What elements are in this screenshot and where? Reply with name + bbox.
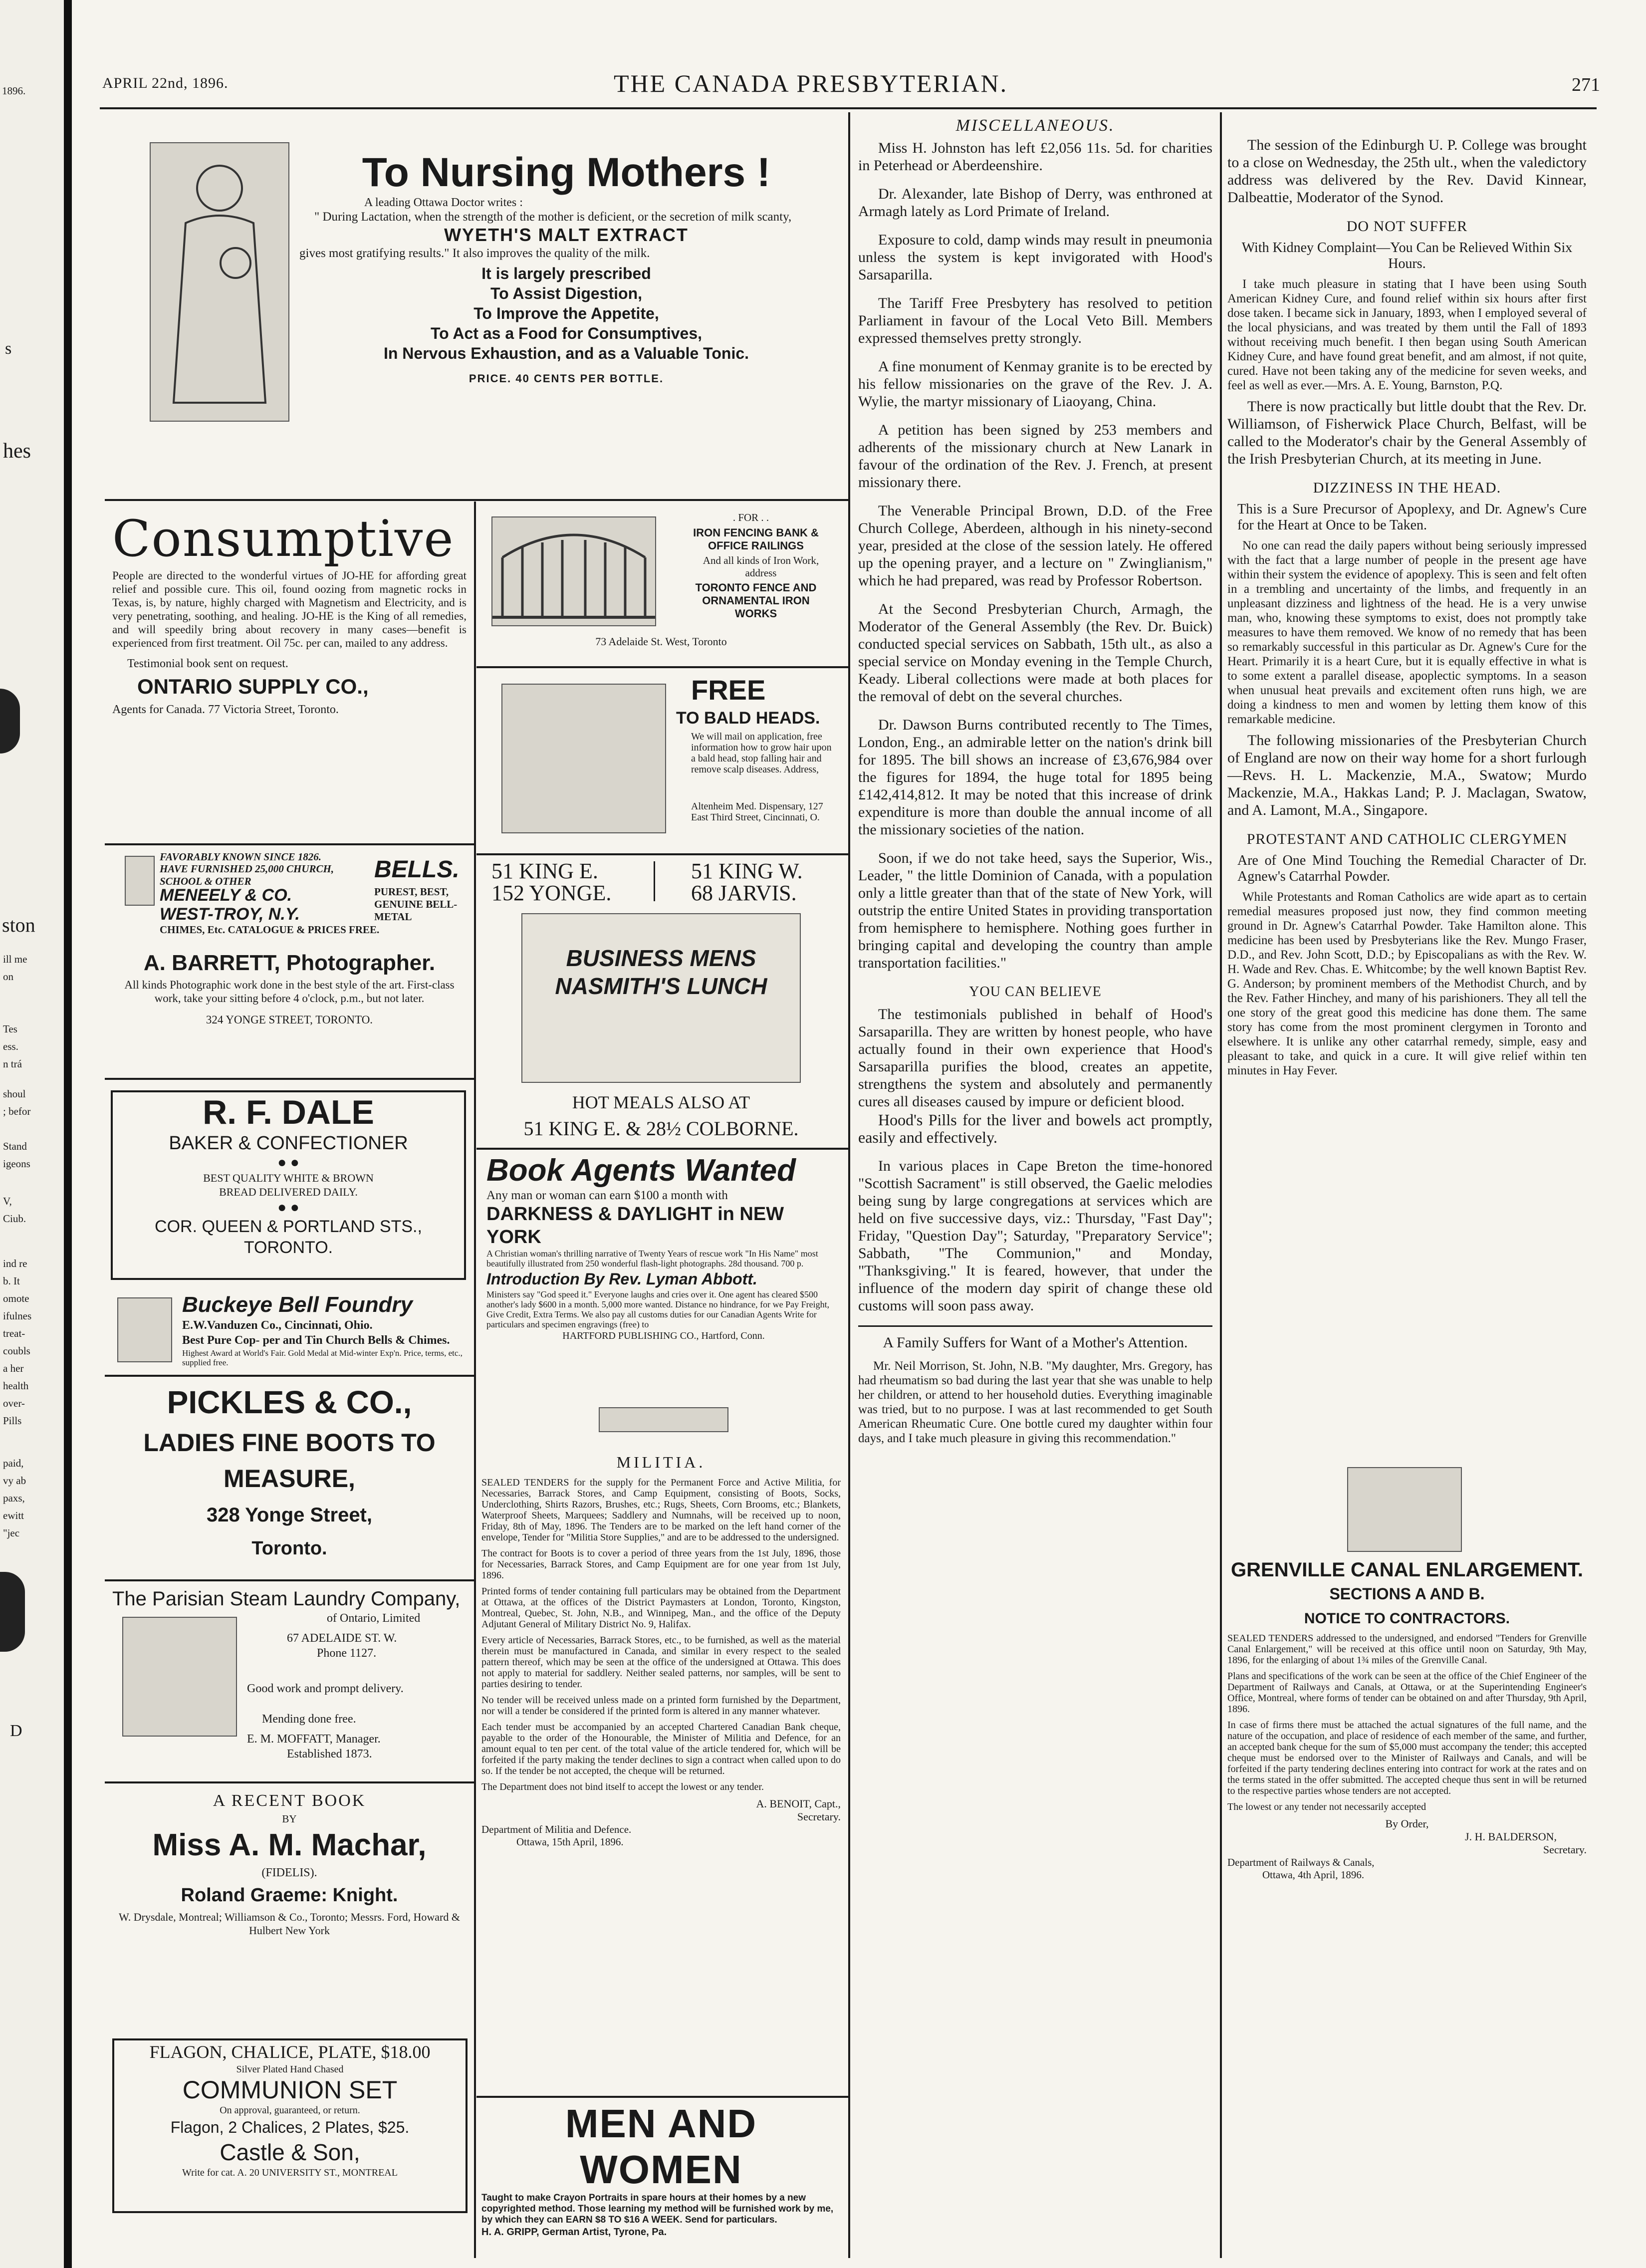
col-rule-1 <box>848 112 850 2258</box>
edge-text-19: treat- <box>3 1327 25 1339</box>
militia-dept: Department of Militia and Defence. <box>481 1823 632 1835</box>
header-rule <box>100 107 1597 109</box>
nasmith-hot: HOT MEALS ALSO AT <box>572 1092 750 1112</box>
menwomen-body: Taught to make Crayon Portraits in spare hours at their homes by a new copyrighted method. Those learning my method will be furnished work by me, by which they can EARN $8 TO $16 A WEEK. Send for particulars. <box>481 2193 834 2225</box>
buckeye-l2: Best Pure Cop- per and Tin Church Bells & Chimes. <box>182 1334 450 1347</box>
book-by: BY <box>282 1813 297 1825</box>
grenville-dept: Department of Railways & Canals, <box>1227 1856 1375 1868</box>
flagon-l3: COMMUNION SET <box>182 2076 398 2104</box>
bald-to: TO BALD HEADS. <box>676 709 820 728</box>
misc-para-6: A petition has been signed by 253 members and adherents of the missionary church at New Lanark in favour of the ordination of the Rev. J. French, at present missionary there. <box>858 422 1212 491</box>
agents-l2: DARKNESS & DAYLIGHT in NEW YORK <box>486 1204 784 1248</box>
rule-c2-4 <box>476 2096 848 2098</box>
rule-c2-1 <box>476 666 848 668</box>
fence-l1: IRON FENCING BANK & OFFICE RAILINGS <box>693 526 819 552</box>
barrett-body: All kinds Photographic work done in the best style of the art. First-class work, take your sitting before 4 o'clock, p.m., but not later. <box>124 979 455 1005</box>
dale-dots-2: ● ● <box>277 1199 299 1216</box>
grenville-date: Ottawa, 4th April, 1896. <box>1262 1869 1365 1881</box>
rule-c1-4 <box>105 1579 474 1581</box>
family-heading: A Family Suffers for Want of a Mother's Attention. <box>883 1334 1188 1351</box>
nursing-gives: gives most gratifying results." It also improves the quality of the milk. <box>299 247 650 260</box>
buckeye-bell <box>117 1297 172 1362</box>
dale-ad <box>111 1090 466 1280</box>
misc-para-1: Miss H. Johnston has left £2,056 11s. 5d. for charities in Peterhead or Aberdeenshire. <box>858 140 1212 174</box>
nursing-l3: To Improve the Appetite, <box>473 304 659 322</box>
agents-l6: HARTFORD PUBLISHING CO., Hartford, Conn. <box>562 1330 765 1341</box>
edge-text-11: Stand <box>3 1140 27 1152</box>
col-rule-2 <box>1220 112 1222 2258</box>
bell-illustration <box>125 856 155 906</box>
coat-of-arms <box>1347 1467 1462 1552</box>
dale-corner: COR. QUEEN & PORTLAND STS., <box>155 1217 422 1236</box>
gate-illustration <box>491 516 656 626</box>
edge-text-18: ifulnes <box>3 1310 32 1322</box>
col5-para-2: There is now practically but little doubt that the Rev. Dr. Williamson, of Fisherwick Place Church, Belfast, will be called to the Moderator's chair by the General Assembly of the Irish Presbyterian Church, at its meeting in June. <box>1227 398 1587 467</box>
edge-text-28: ewitt <box>3 1510 24 1521</box>
grenville-notice <box>1227 1557 1587 2211</box>
pickles-line: LADIES FINE BOOTS TO MEASURE, <box>143 1429 436 1493</box>
agents-title: Book Agents Wanted <box>486 1153 796 1188</box>
laundry-addr: 67 ADELAIDE ST. W. <box>287 1632 397 1645</box>
header-title: THE CANADA PRESBYTERIAN. <box>614 69 1008 97</box>
agents-l3: A Christian woman's thrilling narrative of Twenty Years of rescue work "In His Name" most beautifully illustrated from 250 wonderful flash-light photographs. 28d thousand. 700 p. <box>486 1249 818 1268</box>
flagon-l7: Write for cat. A. 20 UNIVERSITY ST., MONTREAL <box>182 2167 398 2178</box>
pickles-name: PICKLES & CO., <box>167 1384 412 1420</box>
edge-text-20: coubls <box>3 1345 30 1357</box>
flagon-l4: On approval, guaranteed, or return. <box>220 2105 360 2116</box>
edge-text-9: shoul <box>3 1088 26 1100</box>
nasmith-l2: 152 YONGE. <box>491 881 612 905</box>
bald-ad <box>481 674 841 838</box>
nursing-l1: It is largely prescribed <box>481 264 651 282</box>
laundry-ad <box>112 1587 467 1796</box>
ycb-heading: YOU CAN BELIEVE <box>969 984 1102 1000</box>
flagon-ad <box>112 2038 468 2213</box>
bells-l2: HAVE FURNISHED 25,000 CHURCH, SCHOOL & OTHER <box>160 863 334 887</box>
fence-ad <box>481 506 841 656</box>
buckeye-l3: Highest Award at World's Fair. Gold Medal at Mid-winter Exp'n. Price, terms, etc., supplied free. <box>182 1348 463 1367</box>
header-page: 271 <box>1572 74 1600 95</box>
flagon-l5: Flagon, 2 Chalices, 2 Plates, $25. <box>170 2118 410 2136</box>
dale-name: R. F. DALE <box>203 1093 374 1131</box>
laundry-est: Established 1873. <box>287 1748 372 1761</box>
barrett-ad <box>112 948 467 1063</box>
laundry-illustration <box>122 1617 237 1737</box>
edge-text-8: n trá <box>3 1058 22 1070</box>
misc-para-8: At the Second Presbyterian Church, Armagh, the Moderator of the General Assembly (the Rev. Dr. Buick) conducted special services on Sabbath, 15th ult., as also a special service on Monday evening in the Temple Church, Keady. Liberal collections were made at both places for the removal of debt on the several churches. <box>858 601 1212 705</box>
edge-text-30: D <box>10 1722 22 1740</box>
nursing-quote: " During Lactation, when the strength of the mother is deficient, or the secretion of milk scanty, <box>314 210 792 224</box>
nasmith-l1: 51 KING E. <box>491 859 598 883</box>
edge-text-12: igeons <box>3 1158 30 1170</box>
pickles-city: Toronto. <box>251 1538 327 1559</box>
bells-right2: PUREST, BEST, GENUINE BELL-METAL <box>374 886 458 923</box>
edge-text-10: ; befor <box>3 1105 31 1117</box>
diz-heading: DIZZINESS IN THE HEAD. <box>1313 480 1501 496</box>
dns-body: I take much pleasure in stating that I have been using South American Kidney Cure, and found relief within six hours after first dose taken. I became sick in January, 1893, when I employed several of the local physicians, and was treated by them until the Fall of 1893 without receiving much benefit. I then began using South American Kidney Cure, and have found great benefit, and am almost, if not quite, cured. Have not been taking any of the medicine for seven weeks, and feel as well as ever.—Mrs. A. E. Young, Barnston, P.Q. <box>1227 277 1587 392</box>
edge-text-13: V, <box>3 1195 12 1207</box>
bells-name: MENEELY & CO. <box>160 886 292 905</box>
edge-year: 1896. <box>2 85 26 97</box>
prot-heading: PROTESTANT AND CATHOLIC CLERGYMEN <box>1246 831 1568 847</box>
nursing-l5: In Nervous Exhaustion, and as a Valuable Tonic. <box>383 344 749 362</box>
pickles-ad <box>112 1380 467 1589</box>
grenville-p4: The lowest or any tender not necessarily accepted <box>1227 1801 1426 1812</box>
prot-body: While Protestants and Roman Catholics are wide apart as to certain remedial measures proposed just now, they find common meeting ground in Dr. Agnew's Catarrhal Powder. Take Hamilton alone. This medicine has been used by Presbyterians like the Rev. Mungo Fraser, D.D., and Rev. John Scott, D.D.; by Episcopalians as with the Rev. W. H. Wade and Rev. Chas. E. Whitcombe; by the well known Baptist Rev. G. Anderson; by prominent members of the Methodist Church, and by the Rev. Father Hinchey, and many of his parishioners. They all tell the one story of the great good this medicine has done them. The same story has come from the most prominent clergymen in Toronto and elsewhere. It is unlike any other catarrhal remedy, simple, easy and pleasant to take, and quick in a cure. It will give relief within ten minutes in Hay Fever. <box>1227 890 1587 1077</box>
grenville-sections: SECTIONS A AND B. <box>1329 1585 1485 1603</box>
nursing-product: WYETH'S MALT EXTRACT <box>444 225 689 245</box>
consumptive-company: ONTARIO SUPPLY CO., <box>137 675 369 698</box>
edge-text-21: a her <box>3 1362 24 1374</box>
book-fidelis: (FIDELIS). <box>261 1866 317 1879</box>
agents-l4: Introduction By Rev. Lyman Abbott. <box>486 1270 757 1288</box>
militia-p5: No tender will be received unless made on a printed form furnished by the Department, nor will a tender be considered if the printed form is altered in any manner whatever. <box>481 1695 841 1717</box>
book-ad <box>112 1789 467 1994</box>
cup-illustration <box>521 913 801 1083</box>
misc-para-3: Exposure to cold, damp winds may result in pneumonia unless the system is kept invigorated with Hood's Sarsaparilla. <box>858 232 1212 283</box>
edge-text-3: ston <box>2 914 35 936</box>
rule-c2-3 <box>476 1148 848 1150</box>
edge-text-26: vy ab <box>3 1475 26 1487</box>
laundry-title: The Parisian Steam Laundry Company, <box>112 1588 461 1610</box>
dale-line: BEST QUALITY WHITE & BROWN BREAD DELIVERED DAILY. <box>203 1172 374 1198</box>
misc-title: MISCELLANEOUS. <box>955 116 1115 135</box>
agents-l5: Ministers say "God speed it." Everyone laughs and cries over it. One agent has cleared $500 another's lady $600 in a month. 5,000 more wanted. Distance no hindrance, for we Pay Freight, Give Credit, Extra Terms. We also pay all customs duties for our Canadian Agents Write for particulars and specimen engravings (free) to <box>486 1289 830 1329</box>
mother-illustration <box>150 142 289 422</box>
col-rule-ads <box>474 502 476 2258</box>
nasmith-r2: 68 JARVIS. <box>691 881 797 905</box>
edge-text-5: on <box>3 971 13 983</box>
book-pub: W. Drysdale, Montreal; Williamson & Co., Toronto; Messrs. Ford, Howard & Hulbert New York <box>118 1911 460 1937</box>
militia-notice <box>481 1447 841 2091</box>
grenville-by: By Order, <box>1385 1817 1429 1830</box>
bells-l1: FAVORABLY KNOWN SINCE 1826. <box>160 851 322 863</box>
bells-chimes: CHIMES, Etc. CATALOGUE & PRICES FREE. <box>160 924 380 936</box>
rule-c2-2 <box>476 853 848 855</box>
right-column <box>1227 112 1587 1460</box>
militia-p6: Each tender must be accompanied by an accepted Chartered Canadian Bank cheque, payable to the order of the Honourable, the Minister of Militia and Defence, for an amount equal to ten per cent. of the total value of the article tendered for, which will be forfeited if the party making the tender declines to sign a contract when called upon to do so. If the tender be not accepted, the cheque will be returned. <box>481 1722 841 1776</box>
edge-black-mark-2 <box>0 1572 25 1652</box>
dale-trade: BAKER & CONFECTIONER <box>169 1133 408 1154</box>
misc-para-5: A fine monument of Kenmay granite is to be erected by his fellow missionaries on the grave of the Rev. J. A. Wylie, the martyr missionary of Liaoyang, China. <box>858 358 1212 410</box>
menwomen-title: MEN AND WOMEN <box>565 2101 757 2192</box>
edge-text-23: over- <box>3 1397 25 1409</box>
edge-text-22: health <box>3 1380 29 1392</box>
barrett-title: A. BARRETT, Photographer. <box>143 951 436 975</box>
buckeye-l1: E.W.Vanduzen Co., Cincinnati, Ohio. <box>182 1319 373 1332</box>
book-l1: A RECENT BOOK <box>213 1791 366 1810</box>
grenville-p2: Plans and specifications of the work can be seen at the office of the Chief Engineer of the Department of Railways and Canals, at Ottawa, or at the Superintending Engineer's Office, Montreal, where forms of tender can be obtained on and after Thursday, 9th April, 1896. <box>1227 1671 1587 1715</box>
misc-para-2: Dr. Alexander, late Bishop of Derry, was enthroned at Armagh lately as Lord Primate of Ireland. <box>858 186 1212 220</box>
prot-sub: Are of One Mind Touching the Remedial Character of Dr. Agnew's Catarrhal Powder. <box>1237 853 1587 884</box>
militia-p3: Printed forms of tender containing full particulars may be obtained from the Department at Ottawa, at the offices of the District Paymasters at London, Toronto, Kingston, Montreal, Quebec, St. John, N.B., and Winnipeg, Man., and the office of the Deputy Adjutant General of Military District No. 9, Halifax. <box>481 1586 841 1630</box>
grenville-notice-heading: NOTICE TO CONTRACTORS. <box>1304 1610 1510 1627</box>
laundry-mending: Mending done free. <box>262 1713 356 1726</box>
grenville-sec: Secretary. <box>1543 1843 1587 1856</box>
misc-para-10: Soon, if we do not take heed, says the Superior, Wis., Leader, " the little Dominion of Canada, with a population only a little greater than that of the state of New York, will outstrip the entire United States in providing transportation from hemisphere to hemisphere. Nothing goes further in bringing capital and developing the country than ample transportation facilities." <box>858 850 1212 971</box>
militia-p1: SEALED TENDERS for the supply for the Permanent Force and Active Militia, for Necessaries, Barrack Stores, and Camp Equipment, consisting of Boots, Socks, Underclothing, Shirts Razors, Brushes, etc.; Rugs, Sheets, Corn Brooms, etc.; Blankets, Waterproof Sheets, Marquees; Saddlery and Numnahs, will be received up to noon, Friday, 8th of May, 1896. The Tenders are to be marked on the left hand corner of the envelope, Tender for "Militia Store Supplies," and are to be addressed to the undersigned. <box>481 1477 841 1543</box>
militia-p7: The Department does not bind itself to accept the lowest or any tender. <box>481 1781 764 1792</box>
family-body: Mr. Neil Morrison, St. John, N.B. "My daughter, Mrs. Gregory, has had rheumatism so bad during the last year that she was unable to help her children, or attend to her household duties. Everything imaginable was tried, but to no purpose. I was at last recommended to get South American Rheumatic Cure. One bottle cured my daughter within four days, and I take much pleasure in giving this recommendation." <box>858 1359 1212 1445</box>
rule-c1-3 <box>105 1375 474 1377</box>
col5-para-3: The following missionaries of the Presbyterian Church of England are now on their way home for a short furlough—Revs. H. L. Mackenzie, M.A., Swatow; Murdo Mackenzie, M.A., Hakkas Land; P. J. Maclagan, Swatow, and A. Lamont, M.A., Singapore. <box>1227 732 1587 818</box>
nursing-rule <box>105 499 848 501</box>
militia-ornament <box>599 1407 728 1432</box>
nursing-price: PRICE. 40 CENTS PER BOTTLE. <box>469 372 664 385</box>
binding-rule <box>64 0 72 2268</box>
dale-city: TORONTO. <box>243 1238 333 1257</box>
flagon-l6: Castle & Son, <box>220 2139 360 2165</box>
nursing-intro: A leading Ottawa Doctor writes : <box>364 196 523 209</box>
cape-breton: In various places in Cape Breton the time-honored "Scottish Sacrament" is still observed, the Gaelic melodies being sung by large congregations at services which are held on five successive days, viz.: Thursday, "Fast Day"; Friday, "Question Day"; Saturday, "Preparatory Service"; Sabbath, "The Communion," and Monday, "Thanksgiving." It is feared, however, that under the influence of the modern day spirit of change these old customs will soon pass away. <box>858 1158 1212 1314</box>
edge-text-25: paid, <box>3 1457 24 1469</box>
militia-p2: The contract for Boots is to cover a period of three years from the 1st July, 1896, those for Necessaries, Barrack Stores, and Camp Equipment are for one year from 1st July, 1896. <box>481 1548 841 1581</box>
nasmith-divider <box>654 861 655 901</box>
agents-ad <box>486 1153 841 1387</box>
edge-text-6: Tes <box>3 1023 17 1035</box>
book-author: Miss A. M. Machar, <box>152 1828 427 1862</box>
nasmith-addr: 51 KING E. & 28½ COLBORNE. <box>523 1117 799 1140</box>
consumptive-testimonial: Testimonial book sent on request. <box>127 657 288 670</box>
fence-for: . FOR . . <box>732 511 769 523</box>
bells-ad <box>115 851 464 936</box>
rule-c1-2 <box>105 1078 474 1080</box>
nursing-title: To Nursing Mothers ! <box>362 150 771 195</box>
militia-p4: Every article of Necessaries, Barrack Stores, etc., to be furnished, as well as the material therein must be manufactured in Canada, and similar in every respect to the sealed pattern thereof, which may be seen at the office of the undersigned at Ottawa. This does not apply to material for saddlery. Neither sealed patterns, nor samples, will be sent to parties desiring to tender. <box>481 1635 841 1690</box>
misc-para-4: The Tariff Free Presbytery has resolved to petition Parliament in favour of the Local Veto Bill. Members expressed themselves pretty strongly. <box>858 295 1212 346</box>
agents-l1: Any man or woman can earn $100 a month with <box>486 1189 728 1202</box>
militia-sig: A. BENOIT, Capt., <box>756 1797 841 1810</box>
family-rule <box>858 1325 1212 1327</box>
edge-text-7: ess. <box>3 1040 18 1052</box>
laundry-mgr: E. M. MOFFATT, Manager. <box>247 1733 381 1746</box>
flagon-l2: Silver Plated Hand Chased <box>236 2064 344 2075</box>
diz-sub: This is a Sure Precursor of Apoplexy, and Dr. Agnew's Cure for the Heart at Once to be Taken. <box>1237 502 1587 533</box>
menwomen-ad <box>481 2101 841 2238</box>
bells-loc: WEST-TROY, N.Y. <box>160 905 300 924</box>
dns-sub: With Kidney Complaint—You Can be Relieved Within Six Hours. <box>1241 240 1573 271</box>
buckeye-title: Buckeye Bell Foundry <box>182 1292 413 1317</box>
consumptive-body: People are directed to the wonderful virtues of JO-HE for affording great relief and possible cure. This oil, found oozing from magnetic rocks in Texas, is, by nature, highly charged with Magnetism and Electricity, and is very penetrating, soothing, and healing. JO-HE is the King of all remedies, and will speedily bring about recovery in many cases—benefit is experienced from first treatment. Oil 75c. per can, mailed to any address. <box>112 569 467 649</box>
edge-text-17: omote <box>3 1292 29 1304</box>
militia-title: MILITIA. <box>616 1453 706 1471</box>
fence-addr: 73 Adelaide St. West, Toronto <box>595 635 727 648</box>
grenville-p3: In case of firms there must be attached the actual signatures of the full name, and the nature of the occupation, and place of residence of each member of the same, and further, an accepted bank cheque for the sum of $5,000 must accompany the tender; this accepted cheque must be endorsed over to the Minister of Railways and Canals, and will be forfeited if the party tendering declines entering into contract for work at the rates and on the terms stated in the offer submitted. The accepted cheque thus sent in will be returned to the respective parties whose tenders are not accepted. <box>1227 1720 1587 1796</box>
fence-l3: TORONTO FENCE AND ORNAMENTAL IRON WORKS <box>695 581 817 620</box>
grenville-title: GRENVILLE CANAL ENLARGEMENT. <box>1231 1559 1583 1581</box>
rule-c1-1 <box>105 843 474 845</box>
bald-free: FREE <box>691 674 766 706</box>
edge-text-4: ill me <box>3 953 27 965</box>
edge-black-mark-1 <box>0 689 20 754</box>
grenville-sig: J. H. BALDERSON, <box>1465 1830 1557 1843</box>
bald-addr: Altenheim Med. Dispensary, 127 East Third Street, Cincinnati, O. <box>691 801 823 823</box>
ycb-body: The testimonials published in behalf of Hood's Sarsaparilla. They are written by honest people, who have actually found in their own experience that Hood's Sarsaparilla purifies the blood, creates an appetite, strengthens the system and absolutely and permanently cures all diseases caused by impure or deficient blood. <box>858 1006 1212 1110</box>
hood-pills: Hood's Pills for the liver and bowels act promptly, easily and effectively. <box>858 1111 1212 1146</box>
laundry-of: of Ontario, Limited <box>327 1612 421 1625</box>
edge-text-1: s <box>5 339 12 358</box>
flagon-l1: FLAGON, CHALICE, PLATE, $18.00 <box>149 2042 431 2062</box>
bells-right: BELLS. <box>374 856 460 883</box>
bald-body: We will mail on application, free information how to grow hair upon a bald head, stop falling hair and remove scalp diseases. Address, <box>691 731 832 775</box>
edge-text-2: hes <box>3 440 31 463</box>
nasmith-r1: 51 KING W. <box>691 859 803 883</box>
left-strip <box>0 0 65 2268</box>
nasmith-cup: BUSINESS MENS NASMITH'S LUNCH <box>555 945 767 999</box>
misc-para-7: The Venerable Principal Brown, D.D. of the Free Church College, Aberdeen, although in his ninety-second year, presided at the close of the session lately. He offered up the opening prayer, and a lecture on " Zwinglianism," which he had prepared, was read by Professor Robertson. <box>858 503 1212 589</box>
edge-text-29: "jec <box>3 1527 20 1539</box>
buckeye-ad <box>112 1292 467 1372</box>
consumptive-title: Consumptive <box>112 509 455 568</box>
laundry-good: Good work and prompt delivery. <box>247 1682 404 1695</box>
edge-text-16: b. It <box>3 1275 20 1287</box>
diz-body: No one can read the daily papers without being seriously impressed with the fact that a large number of people in the present age have within their system the evidence of apoplexy. This is seen and felt often in a trembling and uncertainty of the limbs, and frequently in an unpleasant dizziness and lightness of the head. He is a very unwise man, who, knowing these symptoms to exist, does not promptly take measures to have them removed. We know of no remedy that has been so remarkably successful in this particular as Dr. Agnew's Cure for the Heart. Primarily it is a heart Cure, but it is equally effective in what is to some extent a parallel disease, apoplectic symptoms. In a season when unusual heat prevails and excitement often runs high, we are doing a kindness to men and women by letting them know of this remarkable medicine. <box>1227 539 1587 726</box>
laundry-phone: Phone 1127. <box>317 1647 377 1660</box>
edge-text-24: Pills <box>3 1415 22 1427</box>
dale-dots-1: ● ● <box>277 1154 299 1171</box>
book-title: Roland Graeme: Knight. <box>181 1885 398 1906</box>
militia-sec: Secretary. <box>797 1810 841 1823</box>
edge-text-27: paxs, <box>3 1492 25 1504</box>
nasmith-ad <box>481 858 841 1148</box>
edge-text-14: Ciub. <box>3 1213 26 1225</box>
miscellaneous-column <box>858 112 1212 2258</box>
barrett-addr: 324 YONGE STREET, TORONTO. <box>206 1013 373 1026</box>
header-date: APRIL 22nd, 1896. <box>102 75 229 91</box>
misc-para-9: Dr. Dawson Burns contributed recently to The Times, London, Eng., an admirable letter on the nation's drink bill for 1895. The bill shows an increase of £3,676,984 over the figures for 1894, the huge total for 1895 being £142,414,812. It may be noted that this increase of drink expenditure is more than double the annual income of all the missionary societies of the nation. <box>858 717 1212 838</box>
fence-l2: And all kinds of Iron Work, address <box>703 554 819 579</box>
dns-heading: DO NOT SUFFER <box>1346 218 1468 235</box>
militia-date: Ottawa, 15th April, 1896. <box>516 1836 624 1848</box>
woman-hair-illustration <box>501 684 666 833</box>
grenville-p1: SEALED TENDERS addressed to the undersigned, and endorsed "Tenders for Grenville Canal Enlargement," will be received at this office until noon on Saturday, 9th May, 1896, for the enlarging of about 1¾ miles of the Grenville Canal. <box>1227 1633 1587 1666</box>
nursing-l4: To Act as a Food for Consumptives, <box>430 324 703 342</box>
consumptive-agents: Agents for Canada. 77 Victoria Street, Toronto. <box>112 703 339 716</box>
edge-text-15: ind re <box>3 1258 27 1269</box>
nursing-ad <box>299 150 833 469</box>
consumptive-ad <box>112 509 467 828</box>
col5-para-1: The session of the Edinburgh U. P. College was brought to a close on Wednesday, the 25th ult., when the valedictory address was delivered by the Rev. David Kinnear, Dalbeattie, Moderator of the Synod. <box>1227 137 1587 206</box>
pickles-addr: 328 Yonge Street, <box>207 1504 372 1526</box>
rule-c1-5 <box>105 1781 474 1783</box>
nursing-l2: To Assist Digestion, <box>490 284 643 302</box>
menwomen-sig: H. A. GRIPP, German Artist, Tyrone, Pa. <box>481 2227 667 2238</box>
